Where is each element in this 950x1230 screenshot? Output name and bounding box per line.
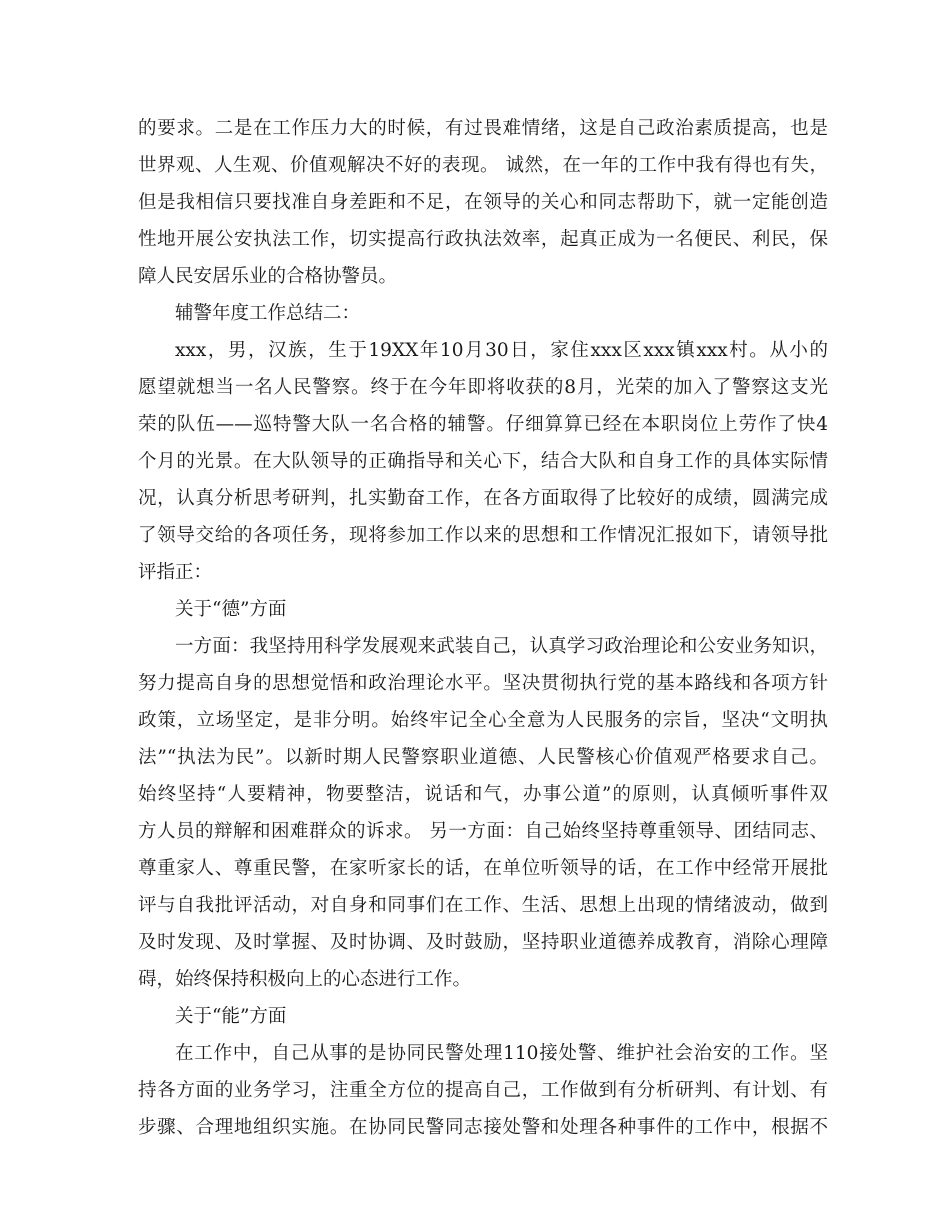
text-line: 评与自我批评活动，对自身和同事们在工作、生活、思想上出现的情绪波动，做到 — [138, 895, 828, 916]
text-line: 法”“执法为民”。以新时期人民警察职业道德、人民警核心价值观严格要求自己。 — [138, 747, 828, 768]
text-line: 荣的队伍——巡特警大队一名合格的辅警。仔细算算已经在本职岗位上劳作了快4 — [138, 414, 828, 435]
text-line: 及时发现、及时掌握、及时协调、及时鼓励，坚持职业道德养成教育，消除心理障 — [138, 932, 828, 953]
section-heading: 辅警年度工作总结二： — [175, 303, 361, 324]
text-line: 了领导交给的各项任务，现将参加工作以来的思想和工作情况汇报如下，请领导批 — [138, 525, 828, 546]
text-line: 性地开展公安执法工作，切实提高行政执法效率，起真正成为一名便民、利民，保 — [138, 229, 828, 250]
text-line: 步骤、合理地组织实施。在协同民警同志接处警和处理各种事件的工作中，根据不 — [138, 1117, 828, 1138]
text-line: xxx，男，汉族，生于19XX年10月30日，家住xxx区xxx镇xxx村。从小的 — [175, 340, 828, 361]
text-line: 持各方面的业务学习，注重全方位的提高自己，工作做到有分析研判、有计划、有 — [138, 1080, 828, 1101]
text-line: 但是我相信只要找准自身差距和不足，在领导的关心和同志帮助下，就一定能创造 — [138, 192, 828, 213]
text-line: 愿望就想当一名人民警察。终于在今年即将收获的8月，光荣的加入了警察这支光 — [138, 377, 828, 398]
section-heading: 关于“德”方面 — [175, 599, 287, 620]
text-line: 一方面：我坚持用科学发展观来武装自己，认真学习政治理论和公安业务知识， — [175, 636, 828, 657]
text-line: 世界观、人生观、价值观解决不好的表现。 诚然，在一年的工作中我有得也有失， — [138, 155, 828, 176]
text-line: 努力提高自身的思想觉悟和政治理论水平。坚决贯彻执行党的基本路线和各项方针 — [138, 673, 828, 694]
text-line: 个月的光景。在大队领导的正确指导和关心下，结合大队和自身工作的具体实际情 — [138, 451, 828, 472]
text-line: 尊重家人、尊重民警，在家听家长的话，在单位听领导的话，在工作中经常开展批 — [138, 858, 828, 879]
text-line: 方人员的辩解和困难群众的诉求。 另一方面：自己始终坚持尊重领导、团结同志、 — [138, 821, 828, 842]
text-line: 碍，始终保持积极向上的心态进行工作。 — [138, 969, 472, 990]
text-line: 在工作中，自己从事的是协同民警处理110接处警、维护社会治安的工作。坚 — [175, 1043, 828, 1064]
text-line: 评指正： — [138, 562, 213, 583]
text-line: 政策，立场坚定，是非分明。始终牢记全心全意为人民服务的宗旨，坚决“文明执 — [138, 710, 828, 731]
section-heading: 关于“能”方面 — [175, 1006, 287, 1027]
text-line: 始终坚持“人要精神，物要整洁，说话和气，办事公道”的原则，认真倾听事件双 — [138, 784, 828, 805]
text-line: 障人民安居乐业的合格协警员。 — [138, 266, 398, 287]
text-line: 的要求。二是在工作压力大的时候，有过畏难情绪，这是自己政治素质提高，也是 — [138, 118, 828, 139]
text-line: 况，认真分析思考研判，扎实勤奋工作，在各方面取得了比较好的成绩，圆满完成 — [138, 488, 828, 509]
